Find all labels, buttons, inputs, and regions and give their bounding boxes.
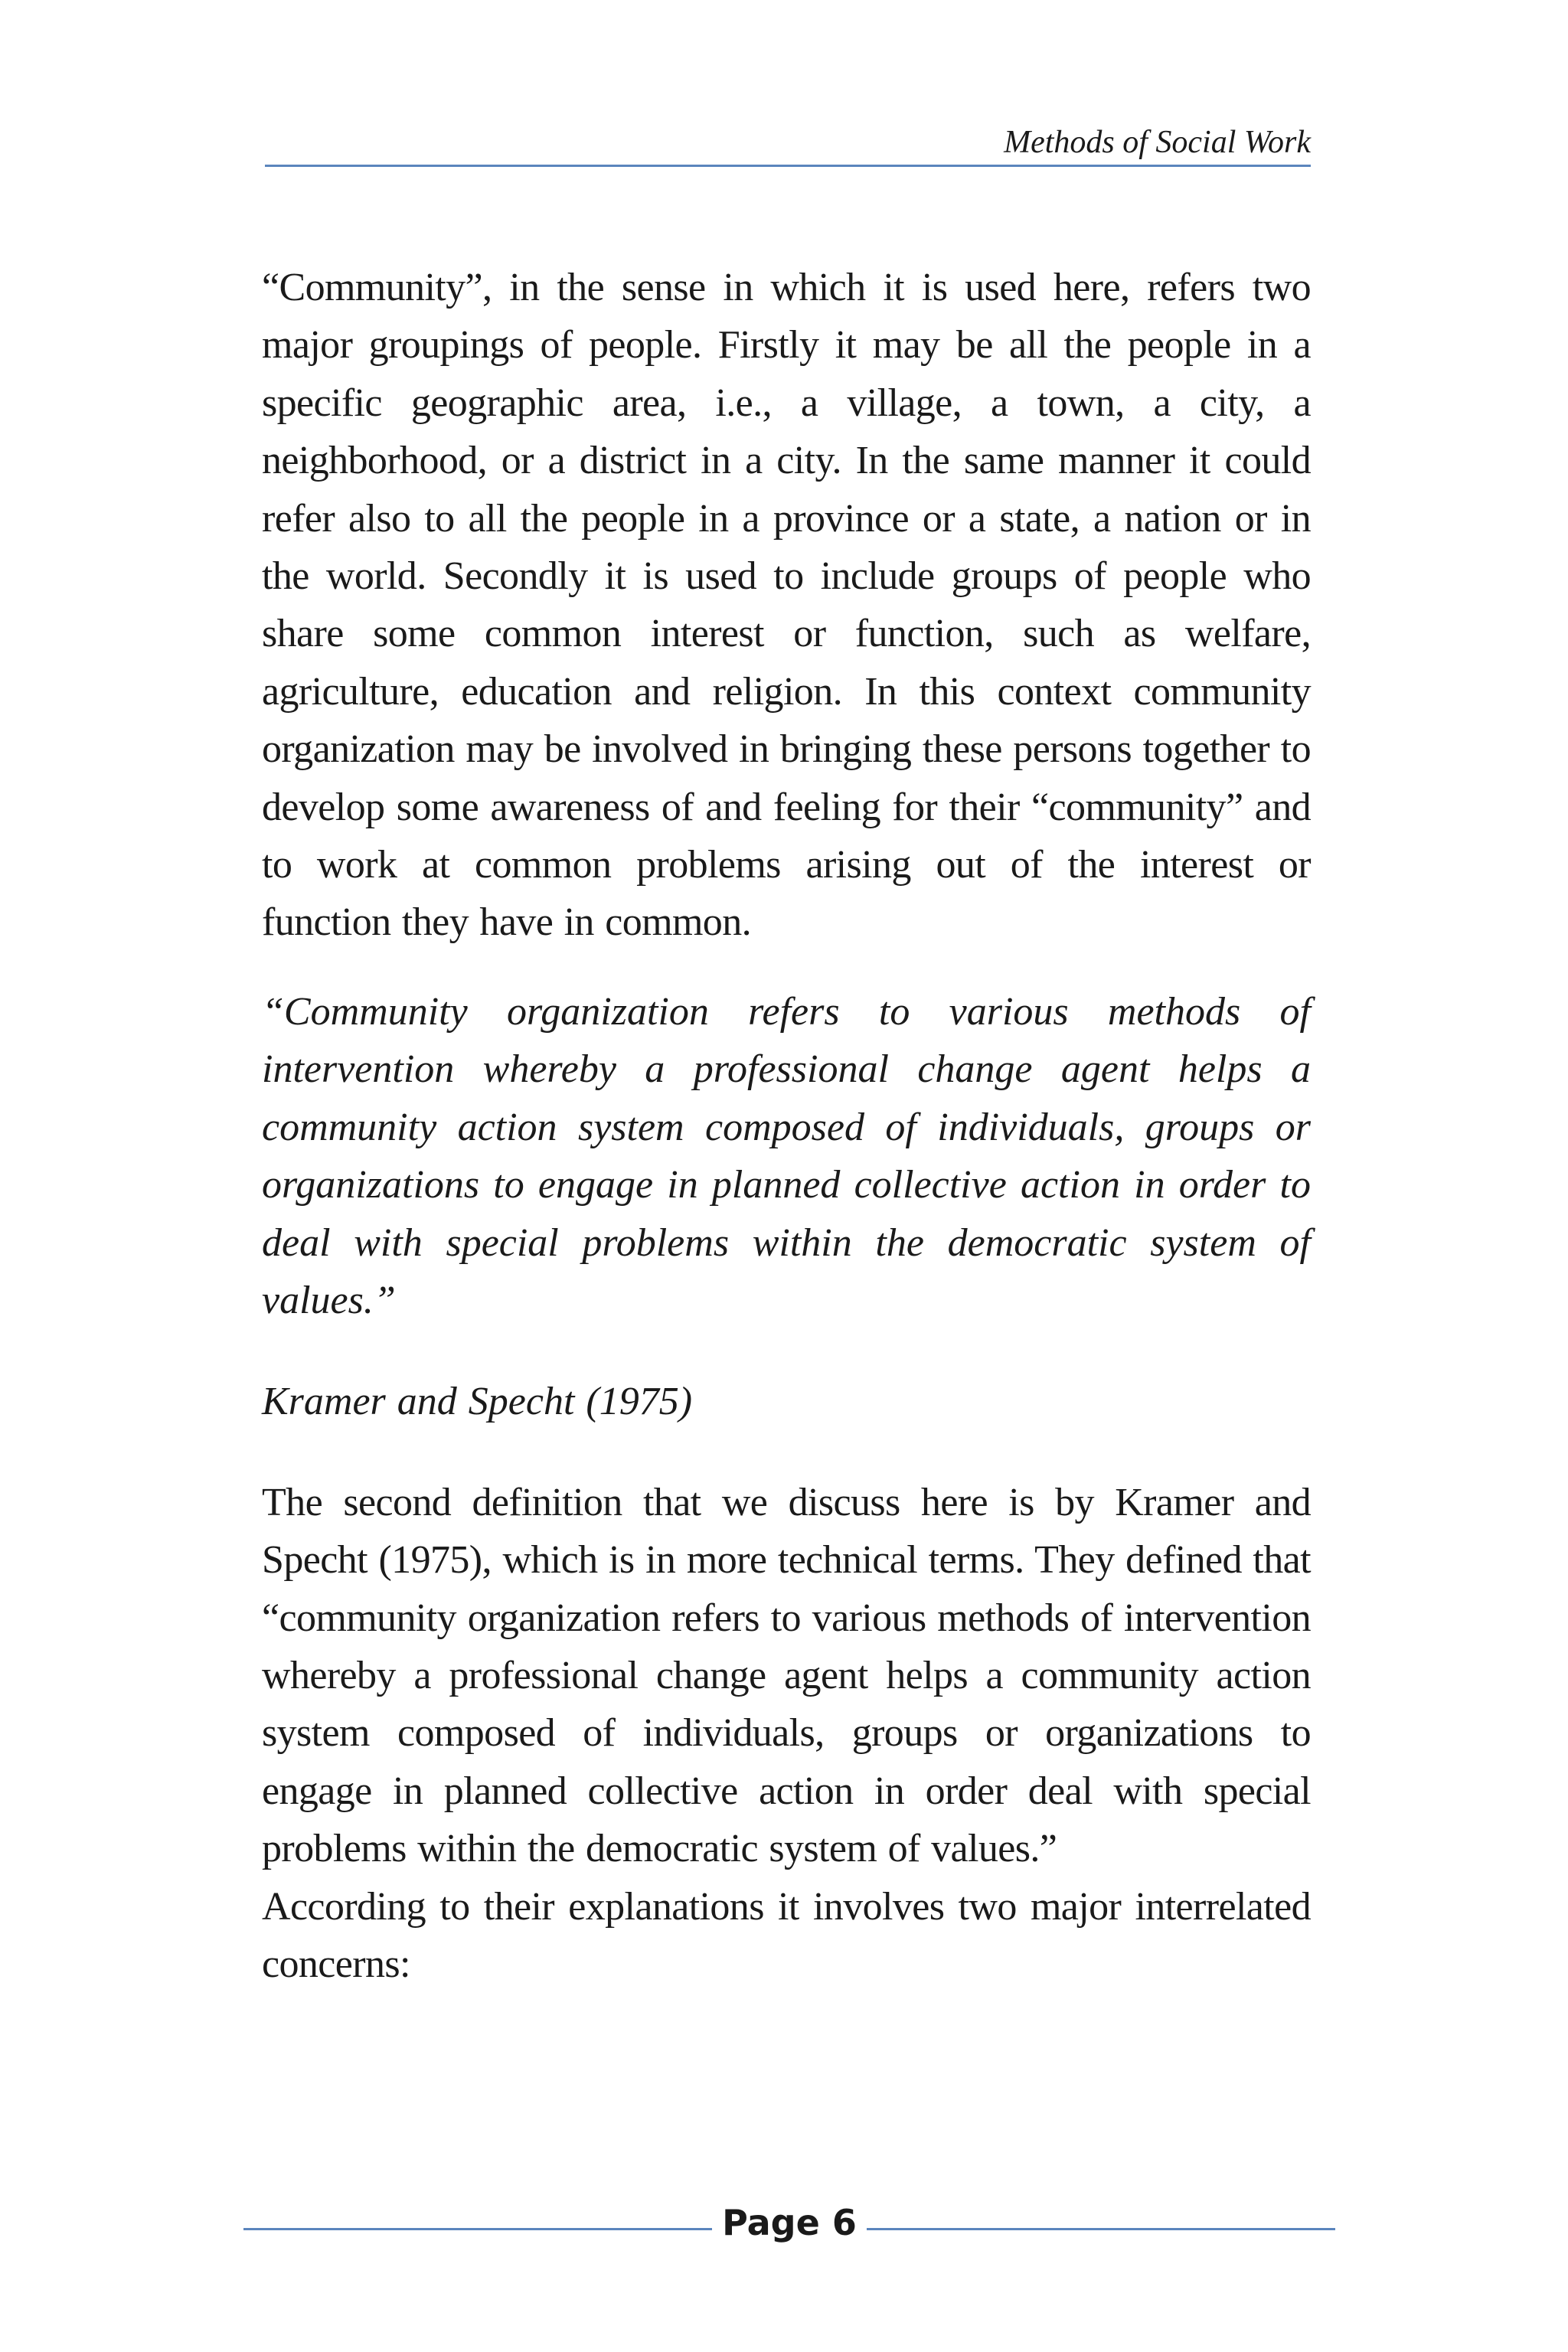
page-footer: [243, 2191, 1335, 2260]
page-number: Page 6: [722, 2202, 857, 2243]
page-content: [262, 259, 1311, 1993]
footer-rule-right: [867, 2228, 1335, 2230]
paragraph-community-definition: “Community”, in the sense in which it is used here, refers two major groupings of people. Firstly it may be all the people in a specific geographic area, i.e., a village, a town, a city, a neighborhood, or a district in a city. In the same manner it could refer also to all the people in a province or a state, a nation or in the world. Secondly it is used to include groups of people who share some common interest or function, such as welfare, agriculture, education and religion. In this context community organization may be involved in bringing these persons together to develop some awareness of and feeling for their “community” and to work at common problems arising out of the interest or function they have in common.: [262, 266, 1311, 945]
running-header-title: Methods of Social Work: [1004, 125, 1311, 160]
block-quote: “Community organization refers to various methods of intervention whereby a professional change agent helps a community action system composed of individuals, groups or organizations to engage in planned collective action in order to deal with special problems within the democratic system of values.”: [262, 989, 1311, 1322]
paragraph-second-definition: The second definition that we discuss here is by Kramer and Specht (1975), which is in more technical terms. They defined that “community organization refers to various methods of intervention whereby a professional change agent helps a community action system composed of individuals, groups or organizations to engage in planned collective action in order deal with special problems within the democratic system of values.”: [262, 1480, 1311, 1871]
paragraph-concerns-intro: According to their explanations it involves two major interrelated concerns:: [262, 1884, 1311, 1986]
quote-citation: Kramer and Specht (1975): [262, 1380, 693, 1424]
running-header: [265, 124, 1311, 167]
